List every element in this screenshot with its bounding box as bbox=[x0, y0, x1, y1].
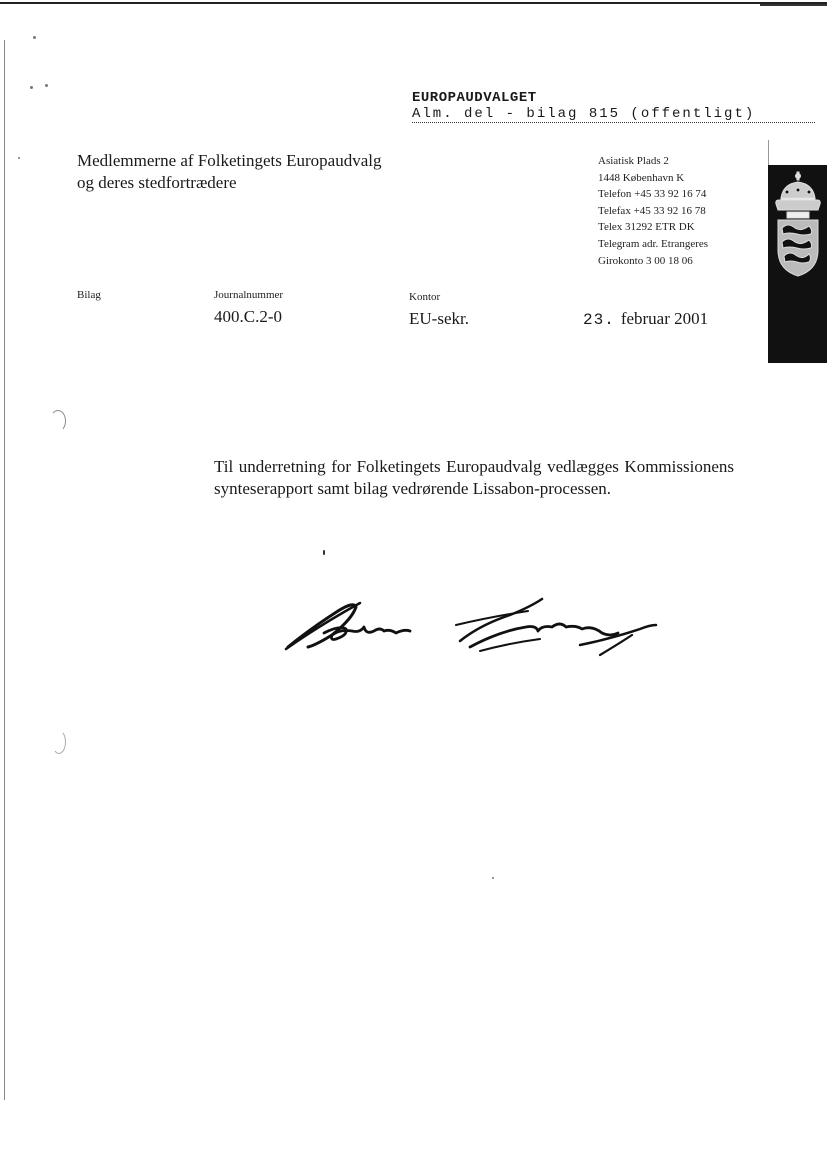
bilag-label: Bilag bbox=[77, 289, 101, 301]
scan-speck bbox=[323, 550, 325, 555]
punch-hole-mark bbox=[52, 730, 66, 754]
address-line: Asiatisk Plads 2 bbox=[598, 155, 669, 167]
handwritten-signature bbox=[280, 585, 670, 665]
address-line: Telefax +45 33 92 16 78 bbox=[598, 204, 706, 217]
scan-speck bbox=[18, 157, 20, 159]
journal-number: 400.C.2-0 bbox=[214, 307, 282, 326]
address-line: Girokonto 3 00 18 06 bbox=[598, 254, 693, 267]
stamp-title: EUROPAUDVALGET bbox=[412, 90, 537, 106]
kontor-value: EU-sekr. bbox=[409, 309, 469, 328]
top-scan-line bbox=[0, 2, 827, 4]
date-day: 23. bbox=[583, 311, 615, 329]
date-month-year: februar 2001 bbox=[620, 309, 709, 328]
address-line: Telex 31292 ETR DK bbox=[598, 221, 695, 234]
scan-speck bbox=[30, 86, 33, 89]
coat-of-arms-icon bbox=[773, 170, 823, 280]
recipient-line-1: Medlemmerne af Folketingets Europaudvalg bbox=[77, 151, 382, 170]
punch-hole-mark bbox=[50, 410, 66, 432]
recipient-block bbox=[77, 150, 417, 194]
letter-date bbox=[583, 309, 708, 329]
divider-line bbox=[768, 140, 769, 165]
top-scan-line-right bbox=[760, 4, 827, 6]
scan-speck bbox=[492, 877, 494, 879]
address-line: 1448 København K bbox=[598, 171, 685, 184]
address-line: Telefon +45 33 92 16 74 bbox=[598, 188, 707, 201]
scan-speck bbox=[33, 36, 36, 39]
stamp-subtitle: Alm. del - bilag 815 (offentligt) bbox=[412, 106, 815, 123]
left-scan-edge bbox=[4, 40, 5, 1100]
sender-address bbox=[598, 153, 708, 269]
letter-body: Til underretning for Folketingets Europaudvalg vedlægges Kommissionens synteserapport samt bilag vedrørende Lissabon-processen. bbox=[214, 457, 734, 498]
kontor-label: Kontor bbox=[409, 291, 441, 303]
address-line: Telegram adr. Etrangeres bbox=[598, 237, 709, 250]
journal-label: Journalnummer bbox=[214, 289, 284, 301]
scan-speck bbox=[45, 84, 48, 87]
recipient-line-2: og deres stedfortrædere bbox=[77, 173, 237, 192]
